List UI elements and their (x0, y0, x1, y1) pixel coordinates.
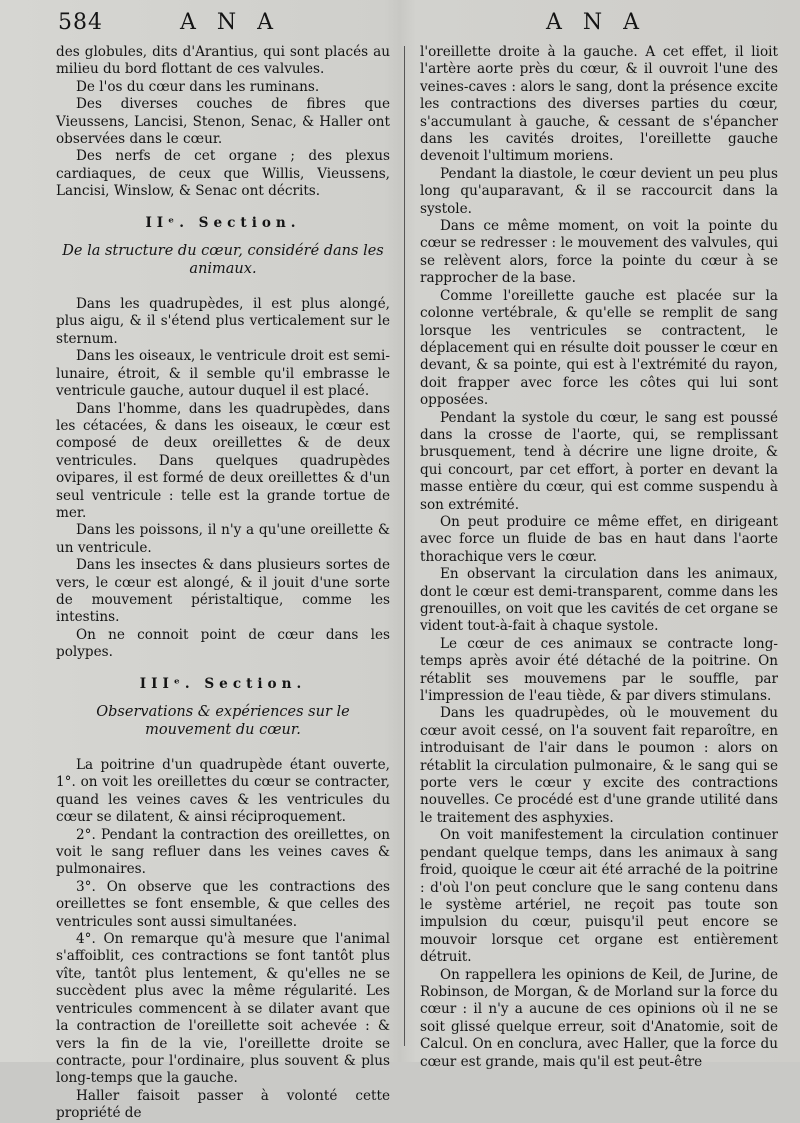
section-heading: IIᵉ. Section. (145, 214, 301, 231)
left-column (56, 44, 390, 1123)
page-number: 584 (58, 10, 103, 35)
paragraph: Comme l'oreillette gauche est placée sur la colonne vertébrale, & qu'elle se remplit de sang lorsque les ventricules se contractent, le déplacement qui en résulte doit pousser le cœur en devant, & sa pointe, qui est à l'extrémité du rayon, doit frapper avec force les côtes qui lui sont opposées. (420, 287, 778, 409)
paragraph: Dans les insectes & dans plusieurs sortes de vers, le cœur est alongé, & il jouit d'une sorte de mouvement péristaltique, comme les intestins. (56, 557, 390, 626)
paragraph: En observant la circulation dans les animaux, dont le cœur est demi-transparent, comme dans les grenouilles, on voit que les cavités de cet organe se vident tout-à-fait à chaque systole. (420, 566, 778, 635)
paragraph: 2°. Pendant la contraction des oreillettes, on voit le sang refluer dans les veines caves & pulmonaires. (56, 826, 390, 878)
paragraph: Pendant la diastole, le cœur devient un peu plus long qu'auparavant, & il se raccourcit dans la systole. (420, 165, 778, 217)
paragraph: Des nerfs de cet organe ; des plexus cardiaques, de ceux que Willis, Vieussens, Lancisi, Winslow, & Senac ont décrits. (56, 148, 390, 200)
paragraph: La poitrine d'un quadrupède étant ouverte, 1°. on voit les oreillettes du cœur se contracter, quand les veines caves & les ventricules du cœur se dilatent, & ainsi réciproquement. (56, 757, 390, 826)
paragraph: Pendant la systole du cœur, le sang est poussé dans la crosse de l'aorte, qui, se remplissant brusquement, tend à décrire une ligne droite, & qui concourt, par cet effort, à porter en devant la masse entière du cœur, qui est comme suspendu à son extrémité. (420, 409, 778, 513)
paragraph: Dans l'homme, dans les quadrupèdes, dans les cétacées, & dans les oiseaux, le cœur est composé de deux oreillettes & de deux ventricules. Dans quelques quadrupèdes ovipares, il est formé de deux oreillettes & d'un seul ventricule : telle est la grande tortue de mer. (56, 400, 390, 521)
running-head-right: A N A (546, 10, 647, 35)
paragraph: On ne connoit point de cœur dans les polypes. (56, 626, 390, 661)
running-head-left: A N A (180, 10, 281, 35)
paragraph: 4°. On remarque qu'à mesure que l'animal s'affoiblit, ces contractions se font tantôt plus vîte, tantôt plus lentement, & qu'elles ne se succèdent plus avec la même régularité. Les ventricules commencent à se dilater avant que la contraction de l'oreillette soit achevée : & vers la fin de la vie, l'oreillette droite se contracte, pour l'ordinaire, plus souvent & plus long-temps que la gauche. (56, 931, 390, 1087)
paragraph: Dans les quadrupèdes, il est plus alongé, plus aigu, & il s'étend plus verticalement sur le sternum. (56, 296, 390, 347)
paragraph: Dans les quadrupèdes, où le mouvement du cœur avoit cessé, on l'a souvent fait reparoître, en introduisant de l'air dans le poumon : alors on rétablit la circulation pulmonaire, & le sang qui se porte vers le cœur y excite des contractions nouvelles. Ce procédé est d'une grande utilité dans le traitement des asphyxies. (420, 705, 778, 826)
paragraph: Le cœur de ces animaux se contracte long-temps après avoir été détaché de la poitrine. On rétablit ses mouvemens par le souffle, par l'impression de l'eau tiède, & par divers stimulans. (420, 635, 778, 705)
paragraph: Des diverses couches de fibres que Vieussens, Lancisi, Stenon, Senac, & Haller ont observées dans le cœur. (56, 96, 390, 148)
right-column (420, 44, 778, 1071)
page-header (0, 6, 800, 40)
paragraph: Dans ce même moment, on voit la pointe du cœur se redresser : le mouvement des valvules, qui se relèvent alors, force la pointe du cœur à se rapprocher de la base. (420, 218, 778, 287)
paragraph: On voit manifestement la circulation continuer pendant quelque temps, dans les animaux à sang froid, quoique le cœur ait été arraché de la poitrine : d'où l'on peut conclure que le sang contenu dans le système artériel, ne reçoit pas toute son impulsion du cœur, puisqu'il peut encore se mouvoir lorsque cet organe est entièrement détruit. (420, 827, 778, 966)
paragraph: l'oreillette droite à la gauche. A cet effet, il lioit l'artère aorte près du cœur, & il ouvroit l'une des veines-caves : alors le sang, dont la présence excite les contractions des diverses parties du cœur, s'accumulant à gauche, & cessant de s'épancher dans les cavités droites, l'oreillette gauche devenoit l'ultimum moriens. (420, 44, 778, 165)
section-title: De la structure du cœur, considéré dans les animaux. (62, 243, 384, 278)
paragraph: De l'os du cœur dans les ruminans. (76, 78, 320, 95)
paragraph: On rappellera les opinions de Keil, de Jurine, de Robinson, de Morgan, & de Morland sur la force du cœur : il n'y a aucune de ces opinions où il ne se soit glissé quelque erreur, soit d'Anatomie, soit de Calcul. On en conclura, avec Haller, que la force du cœur est grande, mais qu'il est peut-être (420, 966, 778, 1070)
section-title: Observations & expériences sur le mouvement du cœur. (96, 704, 350, 738)
paragraph: Dans les oiseaux, le ventricule droit est semi-lunaire, étroit, & il semble qu'il embrasse le ventricule gauche, autour duquel il est placé. (56, 348, 390, 400)
paragraph: On peut produire ce même effet, en dirigeant avec force un fluide de bas en haut dans l'aorte thorachique vers le cœur. (420, 513, 778, 565)
column-divider (404, 46, 405, 1046)
section-heading: IIIᵉ. Section. (139, 675, 307, 692)
paragraph: 3°. On observe que les contractions des oreillettes se font ensemble, & que celles des ventricules sont aussi simultanées. (56, 878, 390, 930)
paragraph: Dans les poissons, il n'y a qu'une oreillette & un ventricule. (56, 522, 390, 556)
paragraph: Haller faisoit passer à volonté cette propriété de (56, 1087, 390, 1122)
paragraph: des globules, dits d'Arantius, qui sont placés au milieu du bord flottant de ces valvules. (56, 44, 390, 78)
